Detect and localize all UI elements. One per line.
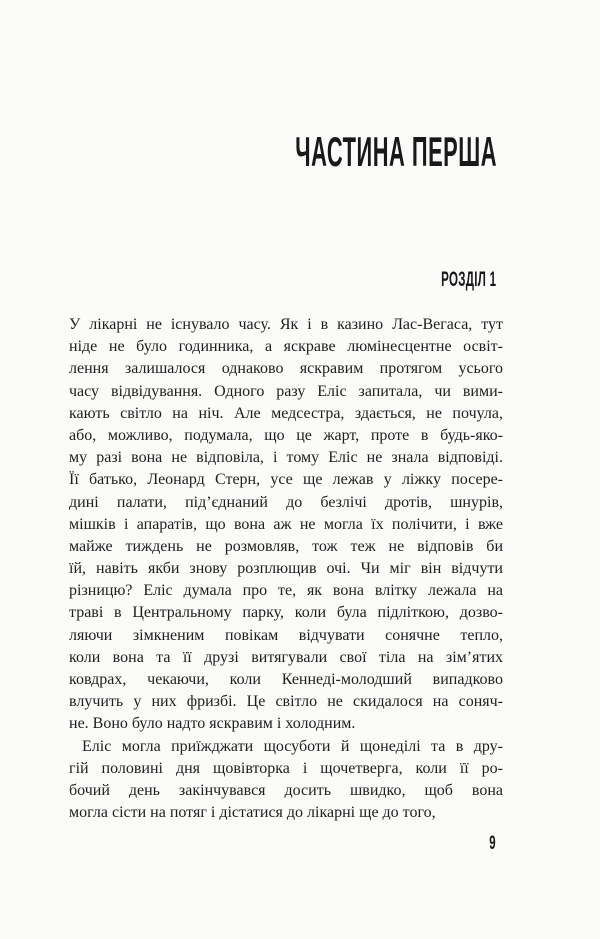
- text-line: Еліс могла приїжджати щосуботи й щонеділі та в дру-: [82, 737, 503, 755]
- text-line: ніде не було годинника, а яскраве люмінесцентне освіт-: [69, 338, 503, 356]
- text-line: або, можливо, подумала, що це жарт, проте в будь-яко-: [69, 426, 503, 444]
- text-line: кають світло на ніч. Але медсестра, здається, не почула,: [69, 404, 503, 422]
- text-line: влучить у них фризбі. Це світло не скидалося на соняч-: [69, 693, 503, 711]
- text-line: му разі вона не відповіла, і тому Еліс не знала відповіді.: [69, 449, 503, 467]
- text-line: ковдрах, чекаючи, коли Кеннеді-молодший випадково: [69, 671, 503, 688]
- text-line: часу відвідування. Одного разу Еліс запитала, чи вими-: [69, 382, 503, 400]
- chapter-title: РОЗДІЛ 1: [440, 268, 496, 291]
- text-line: Її батько, Леонард Стерн, усе ще лежав у ліжку посере-: [69, 471, 503, 489]
- text-line: гій половині дня щовівторка і щочетверга, коли її ро-: [69, 759, 503, 777]
- text-line: не. Воно було надто яскравим і холодним.: [69, 715, 356, 733]
- page-number: 9: [489, 833, 496, 854]
- text-line: У лікарні не існувало часу. Як і в казино Лас-Вегаса, тут: [69, 316, 503, 333]
- text-line: траві в Центральному парку, коли була підліткою, дозво-: [69, 604, 503, 622]
- text-line: бочий день закінчувався досить швидко, щоб вона: [69, 781, 503, 799]
- part-title: ЧАСТИНА ПЕРША: [295, 128, 497, 175]
- text-line: ляючи зімкненим повікам відчувати сонячне тепло,: [69, 626, 503, 644]
- text-line: мішків і апаратів, що вона аж не могла їх полічити, і вже: [69, 515, 503, 533]
- text-line: лення залишалося однаково яскравим протягом усього: [69, 360, 503, 378]
- text-line: могла сісти на потяг і дістатися до лікарні ще до того,: [69, 804, 436, 822]
- text-line: майже тиждень не розмовляв, тож теж не відповів би: [69, 537, 503, 555]
- text-line: їй, навіть якби знову розплющив очі. Чи міг він відчути: [69, 560, 503, 578]
- text-line: дині палати, під’єднаний до безлічі дротів, шнурів,: [69, 493, 503, 511]
- body-text: [69, 314, 503, 824]
- text-line: коли вона та її друзі витягували свої тіла на зім’ятих: [69, 648, 503, 666]
- text-line: різницю? Еліс думала про те, як вона влітку лежала на: [69, 582, 503, 600]
